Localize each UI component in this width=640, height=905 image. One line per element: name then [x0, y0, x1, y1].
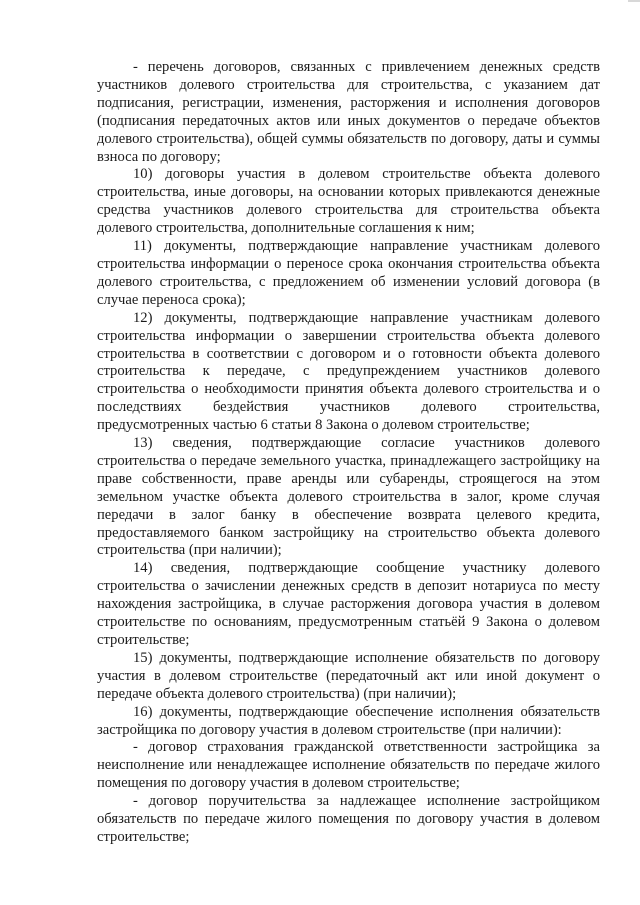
- paragraph-contracts-list: - перечень договоров, связанных с привлечением денежных средств участников долевого строительства для строительства, с указанием дат подписания, регистрации, изменения, расторжения и исполнения договоров (подписания передаточных актов или иных документов о передаче объектов долевого строительства), общей суммы обязательств по договору, даты и суммы взноса по договору;: [97, 59, 600, 165]
- paragraph-item-11: 11) документы, подтверждающие направление участникам долевого строительства информации о переносе срока окончания строительства объекта долевого строительства, с предложением об изменении условий договора (в случае переноса срока);: [97, 238, 600, 308]
- paragraph-insurance-contract: - договор страхования гражданской ответственности застройщика за неисполнение или ненадлежащее исполнение обязательств по передаче жилого помещения по договору участия в долевом строительстве;: [97, 739, 600, 792]
- paragraph-item-12: 12) документы, подтверждающие направление участникам долевого строительства информации о завершении строительства объекта долевого строительства в соответствии с договором и о готовности объекта долевого строительства к передаче, с предупреждением участников долевого строительства о необходимости принятия объекта долевого строительства и о последствиях бездействия участников долевого строительства, предусмотренных частью 6 статьи 8 Закона о долевом строительстве;: [97, 309, 600, 434]
- page-corner-mark: [628, 0, 640, 2]
- paragraph-item-13: 13) сведения, подтверждающие согласие участников долевого строительства о передаче земельного участка, принадлежащего застройщику на праве собственности, праве аренды или субаренды, строящегося на этом земельном участке объекта долевого строительства в залог, кроме случая передачи в залог банку в обеспечение возврата целевого кредита, предоставляемого банком застройщику на строительство объекта долевого строительства (при наличии);: [97, 435, 600, 559]
- paragraph-item-15: 15) документы, подтверждающие исполнение обязательств по договору участия в долевом строительстве (передаточный акт или иной документ о передаче объекта долевого строительства) (при наличии);: [97, 649, 600, 702]
- paragraph-surety-contract: - договор поручительства за надлежащее исполнение застройщиком обязательств по передаче жилого помещения по договору участия в долевом строительстве;: [97, 793, 600, 845]
- document-page: [97, 59, 600, 847]
- paragraph-item-14: 14) сведения, подтверждающие сообщение участнику долевого строительства о зачислении денежных средств в депозит нотариуса по месту нахождения застройщика, в случае расторжения договора участия в долевом строительстве по основаниям, предусмотренным статьёй 9 Закона о долевом строительстве;: [97, 560, 600, 648]
- paragraph-item-10: 10) договоры участия в долевом строительстве объекта долевого строительства, иные договоры, на основании которых привлекаются денежные средства участников долевого строительства для строительства объекта долевого строительства, дополнительные соглашения к ним;: [97, 166, 600, 237]
- paragraph-item-16: 16) документы, подтверждающие обеспечение исполнения обязательств застройщика по договору участия в долевом строительстве (при наличии):: [97, 703, 600, 738]
